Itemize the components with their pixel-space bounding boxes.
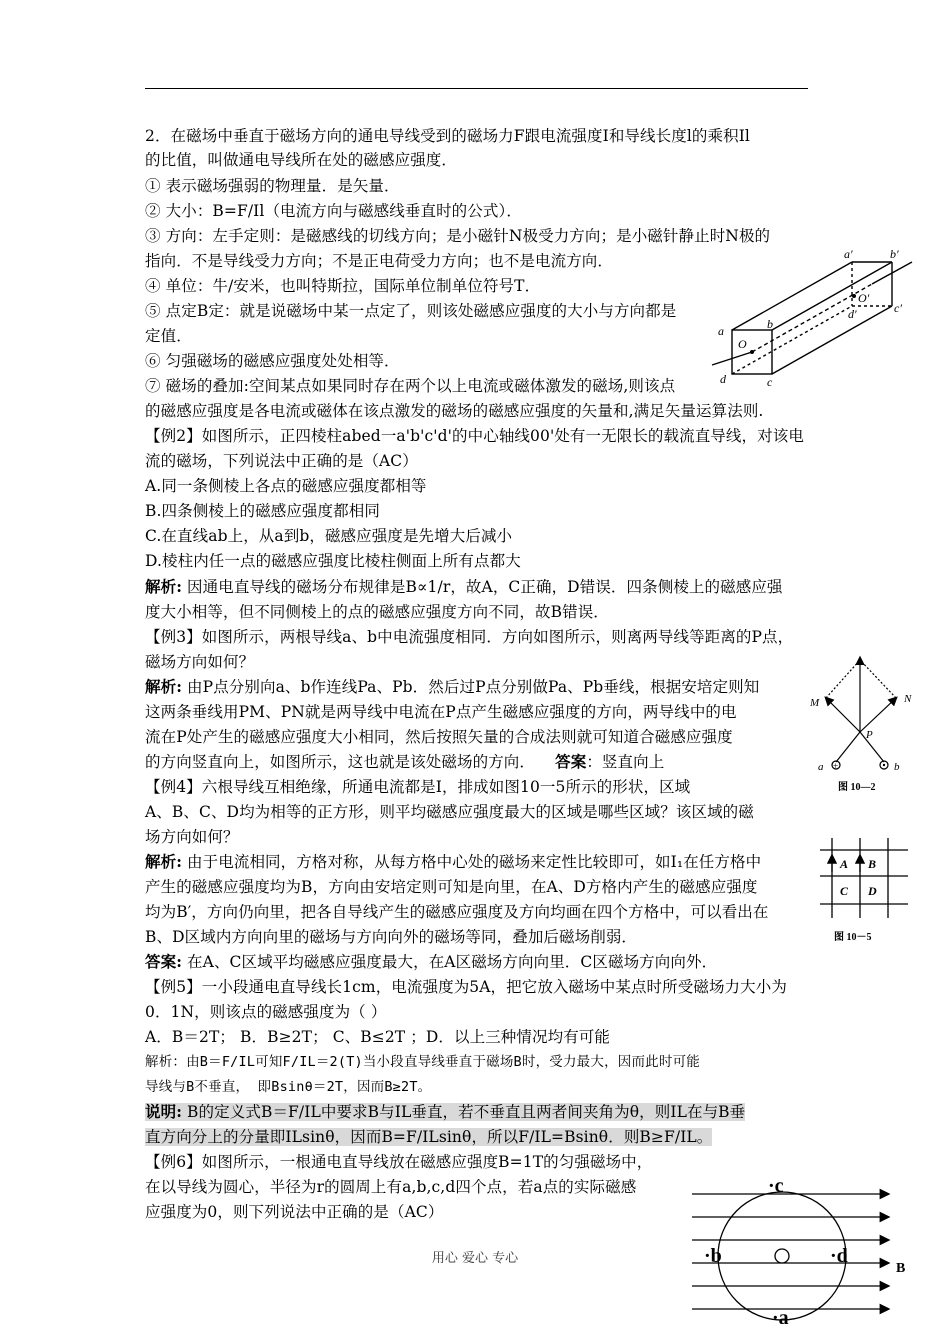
- line-text: A．B＝2T； B．B≥2T； C、B≤2T ；D．以上三种情况均有可能: [145, 1028, 610, 1046]
- grid-label-d: D: [868, 884, 877, 898]
- text-line: [145, 1102, 745, 1122]
- text-line: [145, 251, 613, 271]
- prism-label-d-prime: d′: [848, 307, 857, 321]
- header-rule: [145, 88, 808, 89]
- line-text: 2．在磁场中垂直于磁场方向的通电导线受到的磁场力F跟电流强度I和导线长度l的乘积Il: [145, 127, 750, 145]
- prism-label-b-prime: b′: [890, 247, 899, 261]
- text-line: [145, 551, 521, 571]
- bold-lead: 解析:: [145, 852, 183, 871]
- prism-label-c-prime: c′: [894, 301, 902, 315]
- text-line: [145, 627, 793, 647]
- circle-label-b: ·b: [704, 1245, 722, 1267]
- line-text: A.同一条侧棱上各点的磁感应强度都相等: [145, 477, 427, 495]
- line-text: 【例6】如图所示，一根通电直导线放在磁感应强度B=1T的匀强磁场中，: [145, 1153, 653, 1171]
- page-footer: 用心 爱心 专心: [431, 1251, 519, 1266]
- text-line: [145, 1127, 712, 1147]
- line-text: ① 表示磁场强弱的物理量．是矢量．: [145, 177, 400, 195]
- line-text: 直方向分上的分量即ILsinθ，因而B=F/ILsinθ，所以F/IL=Bsinθ．则B≥F/IL。: [145, 1128, 713, 1146]
- line-text: C.在直线ab上，从a到b，磁感应强度是先增大后减小: [145, 527, 513, 545]
- text-line: [145, 927, 637, 947]
- line-text: 在A、C区域平均磁感应强度最大，在A区磁场方向向里．C区磁场方向向外．: [182, 953, 718, 971]
- text-line: [145, 326, 192, 346]
- wires-label-n: N: [904, 693, 912, 705]
- line-text: 指向．不是导线受力方向；不是正电荷受力方向；也不是电流方向．: [145, 252, 614, 270]
- text-line: [145, 176, 400, 196]
- line-text: 由P点分别向a、b作连线Pa、Pb．然后过P点分别做Pa、Pb垂线，根据安培定则知: [182, 678, 760, 696]
- circle-label-a: ·a: [772, 1307, 789, 1329]
- wires-label-b: b: [894, 761, 900, 773]
- text-line: [145, 201, 522, 221]
- text-line: [145, 877, 758, 897]
- text-line: [145, 702, 737, 722]
- line-text: 导线与B不垂直， 即Bsinθ＝2T，因而B≥2T。: [145, 1079, 432, 1095]
- text-line: [145, 150, 457, 170]
- prism-label-a-prime: a′: [844, 247, 853, 261]
- line-text: ③ 方向：左手定则：是磁感线的切线方向；是小磁针N极受力方向；是小磁针静止时N极的: [145, 227, 771, 245]
- wires-caption: 图 10—2: [838, 782, 876, 793]
- text-line: [145, 301, 676, 321]
- text-line: [145, 1177, 636, 1197]
- text-line: [145, 577, 783, 597]
- line-text: B的定义式B＝F/IL中要求B与IL垂直，若不垂直且两者间夹角为θ，则IL在与B垂: [182, 1103, 746, 1121]
- text-line: [145, 451, 418, 471]
- line-text: 均为B′，方向仍向里，把各自导线产生的磁感应强度及方向均画在四个方格中，可以看出在: [145, 903, 769, 921]
- line-text: 因通电直导线的磁场分布规律是B∝1/r，故A，C正确，D错误．四条侧棱上的磁感应强: [182, 578, 783, 596]
- line-text: ⑥ 匀强磁场的磁感应强度处处相等．: [145, 352, 400, 370]
- text-line: [145, 401, 763, 421]
- text-line: [145, 802, 754, 822]
- prism-label-a: a: [718, 324, 724, 338]
- wires-label-a: a: [818, 761, 824, 773]
- text-line: [145, 276, 540, 296]
- text-line: [145, 677, 759, 697]
- line-text: 在以导线为圆心，半径为r的圆周上有a,b,c,d四个点，若a点的实际磁感: [145, 1178, 637, 1196]
- prism-label-o-prime: O′: [858, 291, 870, 305]
- text-line: [145, 1202, 443, 1222]
- text-line: [145, 526, 512, 546]
- answer-text: ：竖直向上: [586, 753, 665, 771]
- line-text: 流的磁场，下列说法中正确的是（AC）: [145, 452, 418, 470]
- line-text: ④ 单位：牛/安米，也叫特斯拉，国际单位制单位符号T．: [145, 277, 541, 295]
- prism-label-d: d: [720, 372, 726, 386]
- prism-figure: [712, 240, 912, 390]
- line-text: 解析：由B＝F/IL可知F/IL＝2(T)当小段直导线垂直于磁场B时，受力最大，因而此时可能: [145, 1054, 700, 1070]
- grid-label-a: A: [840, 857, 849, 871]
- prism-label-c: c: [767, 375, 773, 389]
- line-text: 【例2】如图所示，正四棱柱abed一a'b'c'd'的中心轴线00'处有一无限长的载流直导线，对该电: [145, 427, 804, 445]
- line-text: 场方向如何？: [145, 828, 239, 846]
- line-text: 产生的磁感应强度均为B，方向由安培定则可知是向里，在A、D方格内产生的磁感应强度: [145, 878, 758, 896]
- text-line: [145, 752, 664, 772]
- text-line: [145, 852, 761, 872]
- answer-label: 答案: [555, 752, 587, 771]
- bold-lead: 答案:: [145, 952, 183, 971]
- text-line: [145, 126, 750, 146]
- line-text: 的磁感应强度是各电流或磁体在该点激发的磁场的磁感应强度的矢量和,满足矢量运算法则.: [145, 402, 764, 420]
- prism-label-b: b: [767, 317, 773, 331]
- text-line: [145, 476, 427, 496]
- line-text: 的方向竖直向上，如图所示，这也就是该处磁场的方向．: [145, 753, 536, 771]
- text-line: [145, 602, 609, 622]
- line-text: ② 大小：B=F/Il（电流方向与磁感线垂直时的公式）．: [145, 202, 522, 220]
- text-line: [145, 351, 400, 371]
- text-line: [145, 727, 733, 747]
- text-line: [145, 226, 770, 246]
- prism-label-o: O: [738, 337, 747, 351]
- line-text: ⑤ 点定B定：就是说磁场中某一点定了，则该处磁感应强度的大小与方向都是: [145, 302, 677, 320]
- line-text: D.棱柱内任一点的磁感应强度比棱柱侧面上所有点都大: [145, 552, 521, 570]
- line-text: B、D区域内方向向里的磁场与方向向外的磁场等同，叠加后磁场削弱．: [145, 928, 638, 946]
- wires-figure: [808, 652, 918, 792]
- circle-label-d: ·d: [830, 1245, 848, 1267]
- pn-arrow: [860, 698, 896, 732]
- line-text: B.四条侧棱上的磁感应强度都相同: [145, 502, 380, 520]
- line-text: 【例3】如图所示，两根导线a、b中电流强度相同．方向如图所示，则离两导线等距离的P点，: [145, 628, 794, 646]
- circle-label-field: B: [896, 1261, 906, 1276]
- line-text: 磁场方向如何？: [145, 653, 255, 671]
- line-text: 流在P处产生的磁感应强度大小相同，然后按照矢量的合成法则就可知道合磁感应强度: [145, 728, 733, 746]
- line-text: ⑦ 磁场的叠加:空间某点如果同时存在两个以上电流或磁体激发的磁场,则该点: [145, 377, 676, 395]
- pm-arrow: [826, 698, 860, 732]
- line-text: 0．1N，则该点的磁感强度为（ ）: [145, 1003, 387, 1021]
- text-line: [145, 1027, 610, 1047]
- line-text: 的比值，叫做通电导线所在处的磁感应强度．: [145, 151, 458, 169]
- line-text: 度大小相等，但不同侧棱上的点的磁感应强度方向不同，故B错误．: [145, 603, 609, 621]
- text-line: [145, 952, 717, 972]
- text-line: [145, 376, 675, 396]
- text-line: [145, 827, 239, 847]
- svg-text:+: +: [833, 761, 839, 771]
- text-line: [145, 902, 769, 922]
- line-text: 【例5】一小段通电直导线长1cm，电流强度为5A，把它放入磁场中某点时所受磁场力大小为: [145, 978, 787, 996]
- text-line: [145, 977, 787, 997]
- line-text: 应强度为0，则下列说法中正确的是（AC）: [145, 1203, 444, 1221]
- line-text: A、B、C、D均为相等的正方形，则平均磁感应强度最大的区域是哪些区域？该区域的磁: [145, 803, 754, 821]
- grid-label-b: B: [868, 857, 877, 871]
- text-line: [145, 426, 804, 446]
- line-text: 定值．: [145, 327, 192, 345]
- text-line: [145, 1002, 386, 1022]
- wires-label-p: P: [866, 729, 873, 741]
- text-line: [145, 1152, 652, 1172]
- bold-lead: 解析:: [145, 577, 183, 596]
- bold-lead: 解析:: [145, 677, 183, 696]
- line-text: 【例4】六根导线互相绝缘，所通电流都是I，排成如图10一5所示的形状，区域: [145, 778, 691, 796]
- line-text: 这两条垂线用PM、PN就是两导线中电流在P点产生磁感应强度的方向，两导线中的电: [145, 703, 737, 721]
- bold-lead: 说明:: [145, 1102, 183, 1121]
- grid-caption: 图 10－5: [834, 932, 872, 943]
- grid-label-c: C: [840, 884, 849, 898]
- circle-label-c: ·c: [768, 1175, 784, 1197]
- text-line: [145, 1052, 700, 1072]
- text-line: [145, 777, 690, 797]
- text-line: [145, 501, 380, 521]
- line-text: 由于电流相同，方格对称，从每方格中心处的磁场来定性比较即可，如I₁在任方格中: [182, 853, 762, 871]
- wires-label-m: M: [810, 697, 820, 709]
- text-line: [145, 1077, 431, 1097]
- grid-figure: [816, 834, 916, 949]
- text-line: [145, 652, 254, 672]
